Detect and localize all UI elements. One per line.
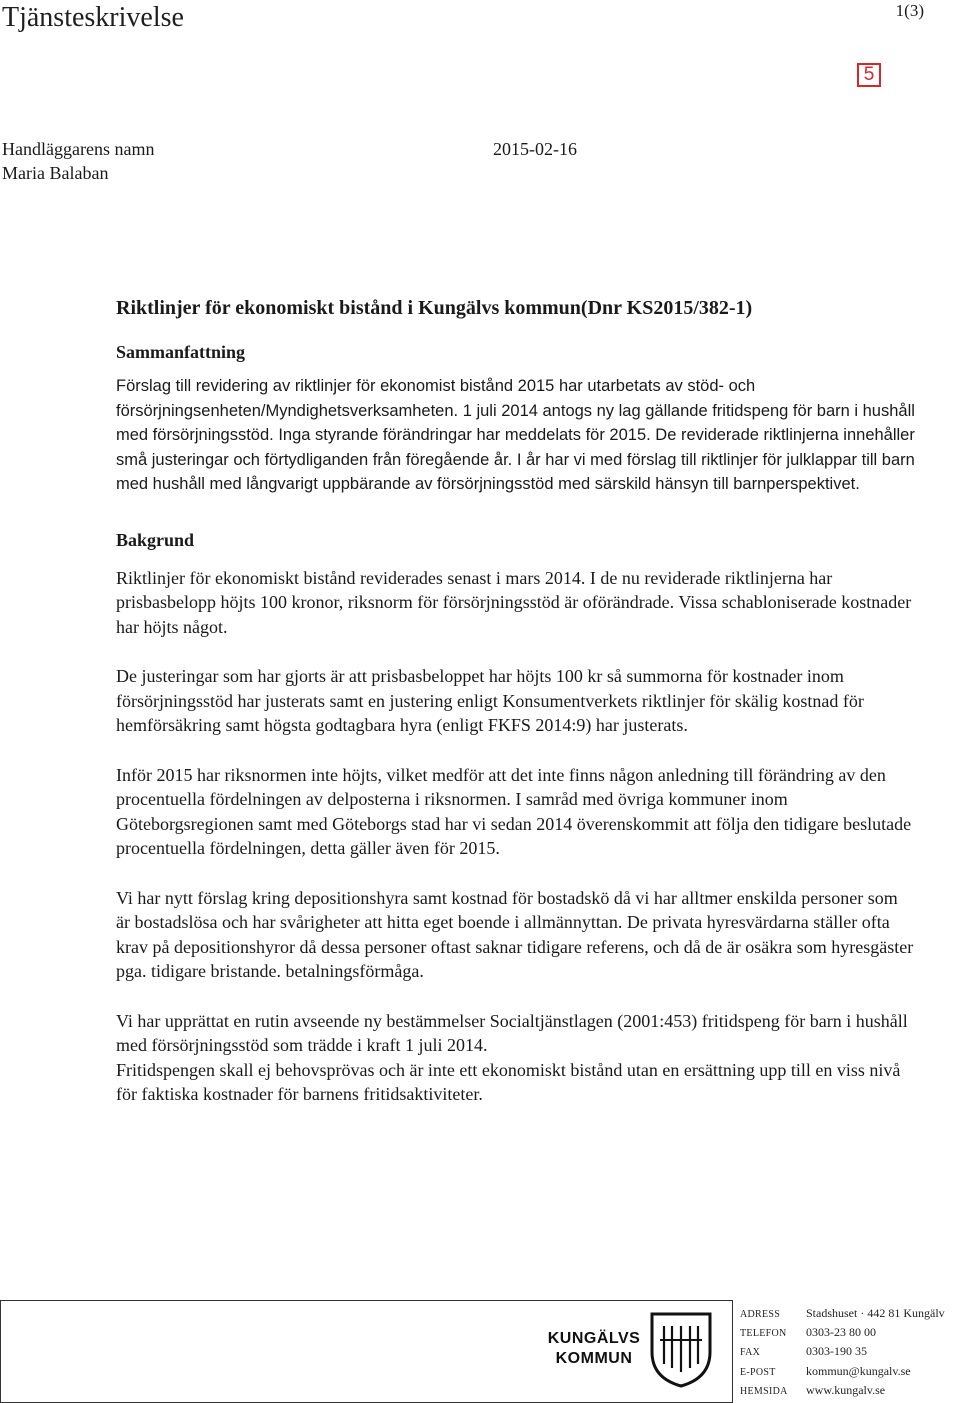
- document-date: 2015-02-16: [493, 139, 577, 159]
- footer-website: www.kungalv.se: [806, 1383, 886, 1397]
- document-type-title: Tjänsteskrivelse: [2, 2, 184, 33]
- background-paragraph: Inför 2015 har riksnormen inte höjts, vilket medför att det inte finns någon anledning till förändring av den procentuella fördelningen av delposterna i riksnormen. I samråd med övriga kommuner inom Göteborgsregionen samt med Göteborgs stad har vi sedan 2014 överenskommit att följa den tidigare beslutade procentuella fördelningen, detta gäller även för 2015.: [116, 764, 912, 859]
- background-paragraph: Riktlinjer för ekonomiskt bistånd reviderades senast i mars 2014. I de nu reviderade riktlinjerna har prisbasbelopp höjts 100 kronor, riksnorm för försörjningsstöd är oförändrade. Vissa schabloniserade kostnader har höjts något.: [116, 567, 912, 637]
- footer-phone: 0303-23 80 00: [806, 1325, 876, 1339]
- page-indicator: 1(3): [895, 1, 924, 20]
- footer-label-email: E-POST: [740, 1367, 776, 1378]
- agenda-item-number: 5: [857, 63, 881, 87]
- background-paragraph: Vi har upprättat en rutin avseende ny bestämmelser Socialtjänstlagen (2001:453) fritidspeng för barn i hushåll med försörjningsstöd som trädde i kraft 1 juli 2014.: [116, 1010, 908, 1056]
- document-body: [116, 295, 916, 1107]
- coat-of-arms-icon: [650, 1312, 712, 1388]
- summary-heading: Sammanfattning: [116, 342, 246, 362]
- footer-email: kommun@kungalv.se: [806, 1364, 911, 1378]
- footer-fax: 0303-190 35: [806, 1344, 867, 1358]
- footer-label-address: ADRESS: [740, 1309, 781, 1320]
- handler-name: Maria Balaban: [2, 163, 109, 183]
- handler-label: Handläggarens namn: [2, 139, 155, 159]
- logo-text-line2: KOMMUN: [555, 1350, 633, 1367]
- footer-label-fax: FAX: [740, 1347, 761, 1358]
- logo-text-line1: KUNGÄLVS: [547, 1330, 641, 1347]
- footer-label-website: HEMSIDA: [740, 1386, 788, 1397]
- background-paragraph: De justeringar som har gjorts är att prisbasbeloppet har höjts 100 kr så summorna för kostnader inom försörjningsstöd har justerats samt en justering enligt Konsumentverkets riktlinjer för skälig kostnad för hemförsäkring samt högsta godtagbara hyra (enligt FKFS 2014:9) har justerats.: [116, 666, 864, 736]
- footer-label-phone: TELEFON: [740, 1328, 787, 1339]
- background-heading: Bakgrund: [116, 529, 195, 550]
- background-paragraph: Vi har nytt förslag kring depositionshyra samt kostnad för bostadskö då vi har alltmer enskilda personer som är bostadslösa och har svårigheter att hitta eget boende i allmännyttan. De privata hyresvärdarna ställer ofta krav på depositionshyror då dessa personer oftast saknar tidigare referens, och då de är osäkra som hyresgäster pga. tidigare bristande. betalningsförmåga.: [116, 887, 914, 982]
- summary-text: Förslag till revidering av riktlinjer för ekonomist bistånd 2015 har utarbetats av stöd- och försörjningsenheten/Myndighetsverksamheten. 1 juli 2014 antogs ny lag gällande fritidspeng för barn i hushåll med försörjningsstöd. Inga styrande förändringar har meddelats för 2015. De reviderade riktlinjerna innehåller små justeringar och förtydliganden från föregående år. I år har vi med förslag till riktlinjer för julklappar till barn med hushåll med långvarigt uppbärande av försörjningsstöd med särskild hänsyn till barnperspektivet.: [116, 377, 915, 494]
- footer-address: Stadshuset · 442 81 Kungälv: [806, 1306, 945, 1320]
- background-paragraph: Fritidspengen skall ej behovsprövas och är inte ett ekonomiskt bistånd utan en ersättning upp till en viss nivå för faktiska kostnader för barnens fritidsaktiviteter.: [116, 1059, 901, 1105]
- municipality-logo: [546, 1310, 726, 1390]
- page-title: Riktlinjer för ekonomiskt bistånd i Kungälvs kommun(Dnr KS2015/382-1): [116, 297, 753, 319]
